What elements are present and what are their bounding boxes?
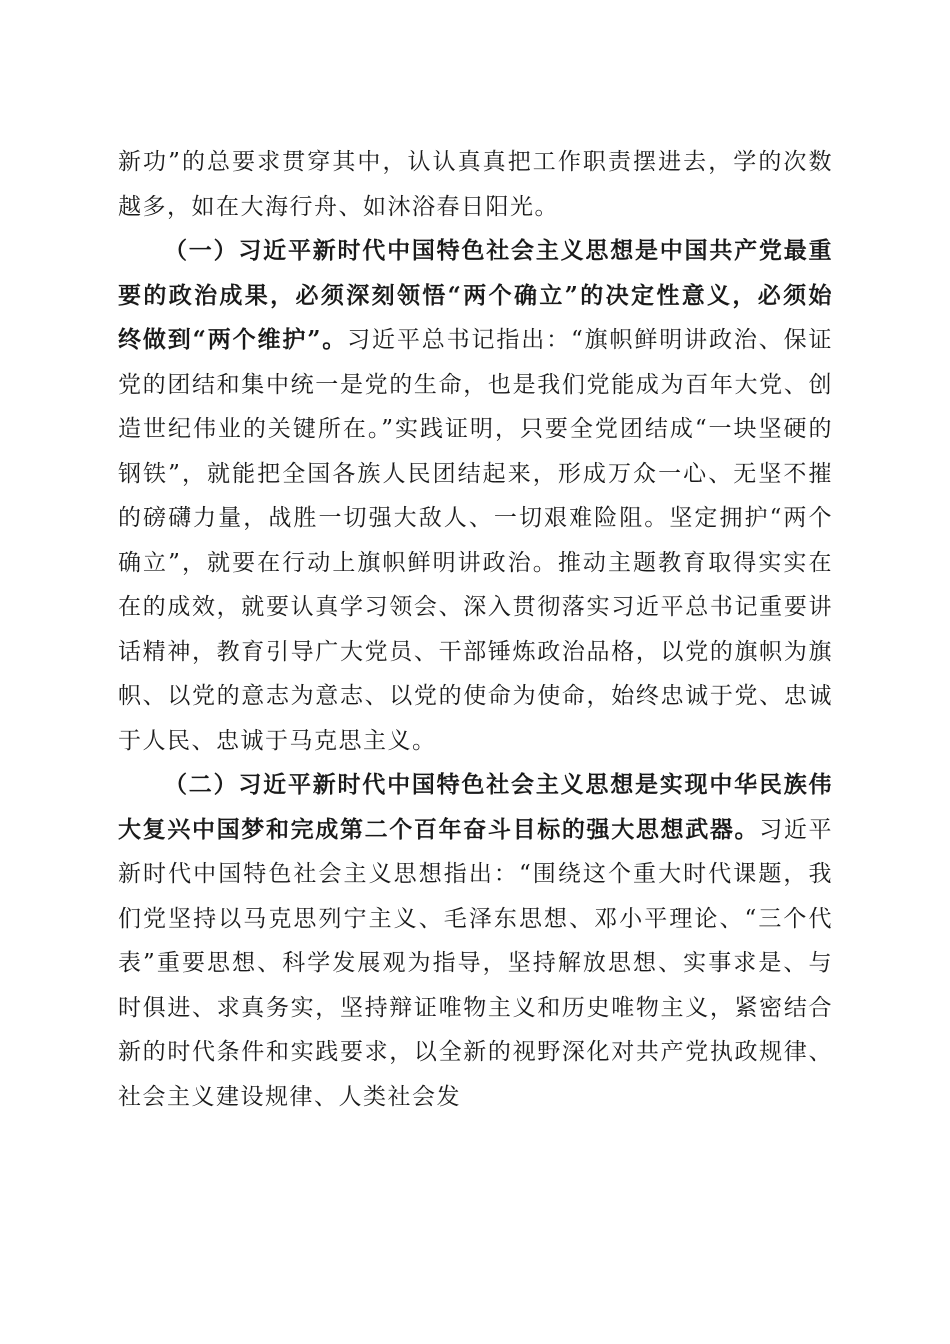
paragraph-body: 新功”的总要求贯穿其中，认认真真把工作职责摆进去，学的次数越多，如在大海行舟、如沐浴春日阳光。: [118, 149, 833, 220]
document-body: [118, 140, 833, 1119]
section-heading: （二）习近平新时代中国特色社会主义思想是实现中华民族伟大复兴中国梦和完成第二个百年奋斗目标的强大思想武器。: [118, 771, 833, 843]
paragraph-body: 习近平新时代中国特色社会主义思想指出：“围绕这个重大时代课题，我们党坚持以马克思列宁主义、毛泽东思想、邓小平理论、“三个代表”重要思想、科学发展观为指导，坚持解放思想、实事求是、与时俱进、求真务实，坚持辩证唯物主义和历史唯物主义，紧密结合新的时代条件和实践要求，以全新的视野深化对共产党执政规律、社会主义建设规律、人类社会发: [118, 816, 834, 1110]
section-heading: （一）习近平新时代中国特色社会主义思想是中国共产党最重要的政治成果，必须深刻领悟“两个确立”的决定性意义，必须始终做到“两个维护”。: [118, 237, 833, 353]
paragraph-body: 习近平总书记指出：“旗帜鲜明讲政治、保证党的团结和集中统一是党的生命，也是我们党能成为百年大党、创造世纪伟业的关键所在。”实践证明，只要全党团结成“一块坚硬的钢铁”，就能把全国各族人民团结起来，形成万众一心、无坚不摧的磅礴力量，战胜一切强大敌人、一切艰难险阻。坚定拥护“两个确立”，就要在行动上旗帜鲜明讲政治。推动主题教育取得实实在在的成效，就要认真学习领会、深入贯彻落实习近平总书记重要讲话精神，教育引导广大党员、干部锤炼政治品格，以党的旗帜为旗帜、以党的意志为意志、以党的使命为使命，始终忠诚于党、忠诚于人民、忠诚于马克思主义。: [118, 327, 833, 754]
paragraph-section-one: [118, 229, 833, 763]
paragraph-section-two: [118, 763, 833, 1119]
paragraph-continuation: [118, 140, 833, 229]
